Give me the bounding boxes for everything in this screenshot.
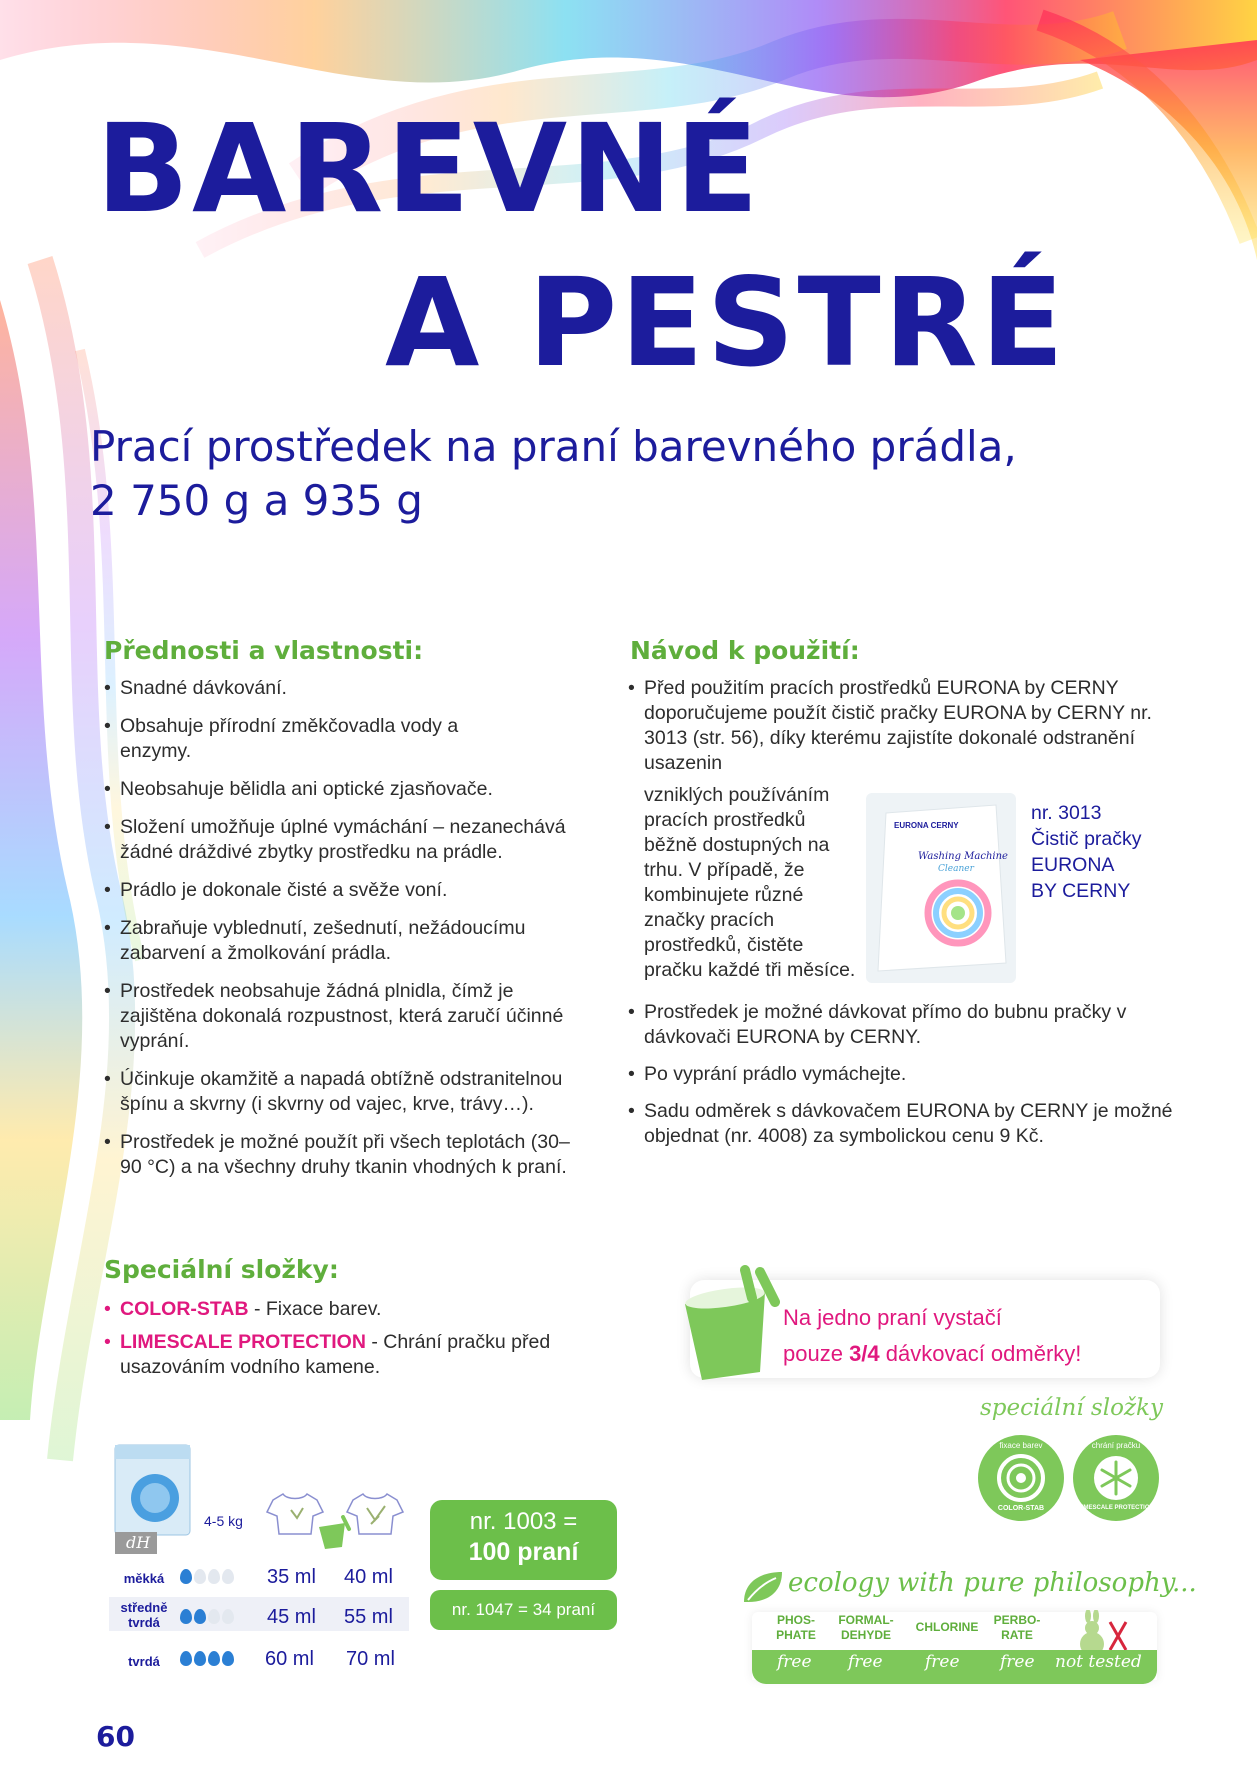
hardness-label: měkká [123,1571,165,1586]
usage-item-1-continued: vzniklých používáním pracích prostředků běžně dostupných na trhu. V případě, že kombinujete různé značky pracích prostředků, čistěte pračku každé tři měsíce. [644,784,856,981]
eco-free: free [925,1652,960,1672]
measuring-cup-icon [680,1262,790,1392]
water-drop-icon [180,1609,192,1624]
eco-not-tested: not tested [1055,1652,1142,1672]
water-drop-icon [208,1609,220,1624]
list-item: • Prostředek je možné dávkovat přímo do bubnu pračky v dávkovači EURONA by CERNY. [628,1000,1164,1050]
list-item: • Po vyprání prádlo vymáchejte. [628,1062,1168,1087]
list-item: • Sadu odměrek s dávkovačem EURONA by CERNY je možné objednat (nr. 4008) za symbolickou cenu 9 Kč. [628,1099,1184,1149]
water-drop-icon [194,1609,206,1624]
special-badges-title: speciální složky [980,1395,1163,1421]
list-item: • Složení umožňuje úplné vymáchání – nezanechává žádné dráždivé zbytky prostředku na prádle. [104,815,570,865]
eco-free: free [777,1652,812,1672]
eco-free: free [848,1652,883,1672]
list-item: • Obsahuje přírodní změkčovadla vody a enzymy. [104,714,460,764]
eco-slogan: ecology with pure philosophy... [788,1568,1197,1598]
usage-list-continued [628,1000,1173,1161]
cleaner-box-sub: Cleaner [938,864,974,874]
color-stab-badge [978,1435,1064,1521]
list-item: • Prádlo je dokonale čisté a svěže voní. [104,878,574,903]
order-main-badge [430,1500,617,1580]
dose-cell: 45 ml [267,1606,316,1628]
dose-cell: 35 ml [267,1566,316,1588]
drops [180,1609,236,1629]
limescale-badge [1073,1435,1159,1521]
dose-note-line-2 [783,1336,1081,1372]
drops [180,1569,236,1589]
eco-label-chlorine: CHLORINE [915,1620,979,1634]
features-heading: Přednosti a vlastnosti: [104,636,424,665]
title-line-2: A PESTRÉ [385,252,1068,394]
limescale-badge-top: chrání pračku [1091,1441,1141,1450]
water-drop-icon [222,1651,234,1666]
water-drop-icon [194,1569,206,1584]
list-item [104,1330,570,1380]
list-item: • Neobsahuje bělidla ani optické zjasňovače. [104,777,574,802]
color-stab-badge-bottom: COLOR-STAB [997,1505,1045,1512]
dose-cell: 70 ml [346,1648,395,1670]
subtitle-line-1: Prací prostředek na praní barevného prádla, [90,422,1017,471]
dose-note-post: dávkovací odměrky! [879,1341,1082,1366]
water-drop-icon [208,1651,220,1666]
washing-machine-icon [110,1440,200,1555]
water-drop-icon [194,1651,206,1666]
special-name: LIMESCALE PROTECTION [120,1331,366,1353]
dose-note-line-1: Na jedno praní vystačí [783,1305,1002,1330]
cleaner-caption-line-1: nr. 3013 [1031,802,1102,824]
cleaner-box-name: Washing Machine [918,851,1008,862]
dose-note-text [783,1300,1081,1372]
cleaner-caption-line-2: Čistič pračky [1031,828,1142,850]
special-desc: - Fixace barev. [248,1298,382,1320]
dose-cell: 40 ml [344,1566,393,1588]
list-item: • Snadné dávkování. [104,676,574,701]
limescale-badge-bottom: LIMESCALE PROTECTION [1078,1505,1154,1511]
small-cup-icon [315,1515,355,1553]
page-number: 60 [96,1720,135,1753]
hardness-label: středně tvrdá [120,1600,168,1630]
subtitle [90,420,1017,528]
dose-cell: 60 ml [265,1648,314,1670]
eco-label-formaldehyde: FORMAL-DEHYDE [838,1613,894,1642]
list-item: • Před použitím pracích prostředků EURONA by CERNY doporučujeme použít čistič pračky EURONA by CERNY nr. 3013 (str. 56), díky kterému zajistíte dokonalé odstranění usazenin [628,676,1174,776]
dose-note-pre: pouze [783,1341,850,1366]
list-item: • Prostředek neobsahuje žádná plnidla, čímž je zajištěna dokonalá rozpustnost, která zaručí účinné vyprání. [104,979,570,1054]
dose-note-fraction: 3/4 [849,1341,880,1366]
cleaner-box-brand: EURONA CERNY [894,821,959,830]
leaf-icon [740,1568,786,1606]
title-line-1: BAREVNÉ [96,98,762,240]
cleaner-caption-line-3: EURONA [1031,854,1115,876]
special-heading: Speciální složky: [104,1255,339,1284]
dose-cell: 55 ml [344,1606,393,1628]
order-small-badge: nr. 1047 = 34 praní [430,1590,617,1630]
order-main-line-2: 100 praní [468,1538,579,1566]
load-label: 4-5 kg [204,1513,243,1529]
subtitle-line-2: 2 750 g a 935 g [90,476,423,525]
special-desc: - Chrání pračku před usazováním vodního kamene. [120,1331,551,1378]
eco-label-phosphate: PHOS-PHATE [776,1613,816,1642]
water-drop-icon [222,1569,234,1584]
eco-label-perborate: PERBO-RATE [993,1613,1041,1642]
eco-free: free [1000,1652,1035,1672]
list-item: • Zabraňuje vyblednutí, zešednutí, nežádoucímu zabarvení a žmolkování prádla. [104,916,570,966]
cleaner-caption-line-4: BY CERNY [1031,880,1131,902]
list-item: • Prostředek je možné použít při všech teplotách (30–90 °C) a na všechny druhy tkanin vhodných k praní. [104,1130,580,1180]
cleaner-product-image [866,793,1016,983]
hardness-label: tvrdá [128,1654,160,1669]
dh-label: dH [126,1533,151,1552]
list-item [104,1297,574,1322]
water-drop-icon [208,1569,220,1584]
list-item: • Účinkuje okamžitě a napadá obtížně odstranitelnou špínu a skvrny (i skvrny od vajec, krve, trávy…). [104,1067,590,1117]
cleaner-caption [1031,800,1142,904]
drops [180,1651,236,1671]
water-drop-icon [180,1569,192,1584]
special-name: COLOR-STAB [120,1298,249,1320]
color-stab-badge-top: fixace barev [999,1441,1043,1450]
order-main-line-1: nr. 1003 = [469,1508,578,1535]
water-drop-icon [180,1651,192,1666]
special-list [104,1297,574,1380]
usage-list [628,676,1168,776]
features-list [104,676,574,1193]
usage-heading: Návod k použití: [630,636,860,665]
water-drop-icon [222,1609,234,1624]
